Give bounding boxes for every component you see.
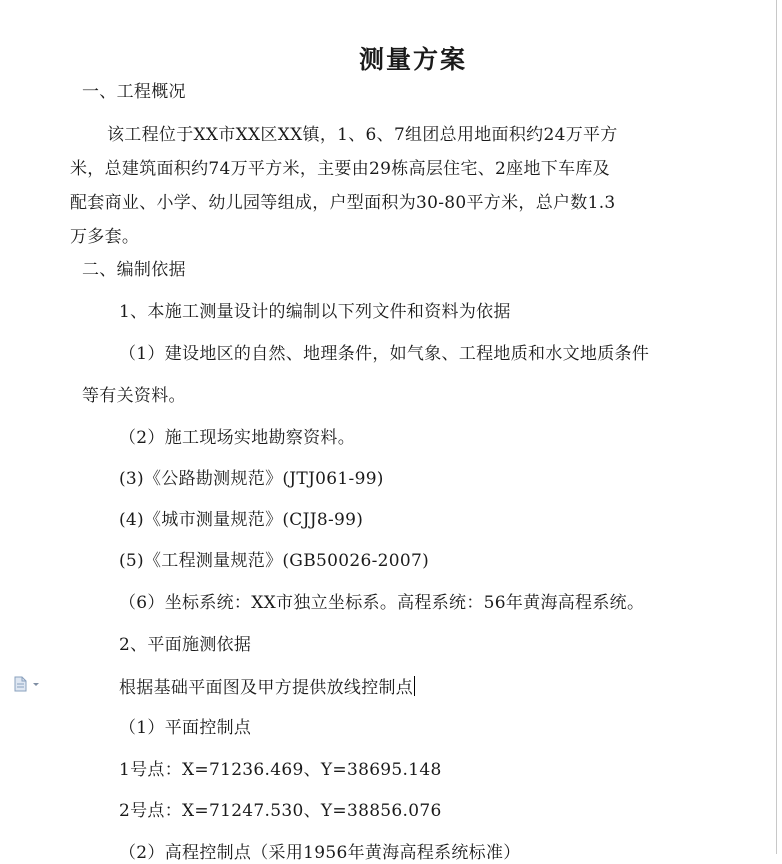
list-item: （2）施工现场实地勘察资料。	[119, 428, 356, 448]
list-item: (5)《工程测量规范》(GB50026-2007)	[119, 551, 430, 571]
subheading-plane-survey: 2、平面施测依据	[119, 635, 252, 655]
heading-project-overview: 一、工程概况	[82, 82, 186, 102]
list-item-continuation: 等有关资料。	[82, 386, 186, 406]
subheading-basis-docs: 1、本施工测量设计的编制以下列文件和资料为依据	[119, 302, 511, 322]
editable-text-line[interactable]	[119, 676, 415, 699]
paragraph-line: 米，总建筑面积约74万平方米，主要由29栋高层住宅、2座地下车库及	[70, 159, 610, 179]
list-item: （2）高程控制点（采用1956年黄海高程系统标准）	[119, 843, 521, 863]
list-item: （6）坐标系统：XX市独立坐标系。高程系统：56年黄海高程系统。	[119, 593, 645, 613]
page-right-edge	[776, 0, 777, 854]
control-point: 1号点：X=71236.469、Y=38695.148	[119, 760, 442, 780]
document-title: 测量方案	[358, 45, 467, 74]
control-point: 2号点：X=71247.530、Y=38856.076	[119, 801, 442, 821]
list-item: （1）平面控制点	[119, 718, 252, 738]
heading-basis: 二、编制依据	[82, 260, 186, 280]
document-icon[interactable]	[13, 676, 43, 692]
paragraph-line: 该工程位于XX市XX区XX镇，1、6、7组团总用地面积约24万平方	[107, 125, 618, 145]
list-item: (3)《公路勘测规范》(JTJ061-99)	[119, 469, 384, 489]
list-item: (4)《城市测量规范》(CJJ8-99)	[119, 510, 364, 530]
text-cursor	[414, 676, 415, 696]
paragraph-line: 万多套。	[70, 227, 140, 247]
paragraph-line: 配套商业、小学、幼儿园等组成，户型面积为30-80平方米，总户数1.3	[70, 193, 616, 213]
paragraph-text: 根据基础平面图及甲方提供放线控制点	[119, 678, 414, 698]
list-item: （1）建设地区的自然、地理条件，如气象、工程地质和水文地质条件	[119, 344, 650, 364]
